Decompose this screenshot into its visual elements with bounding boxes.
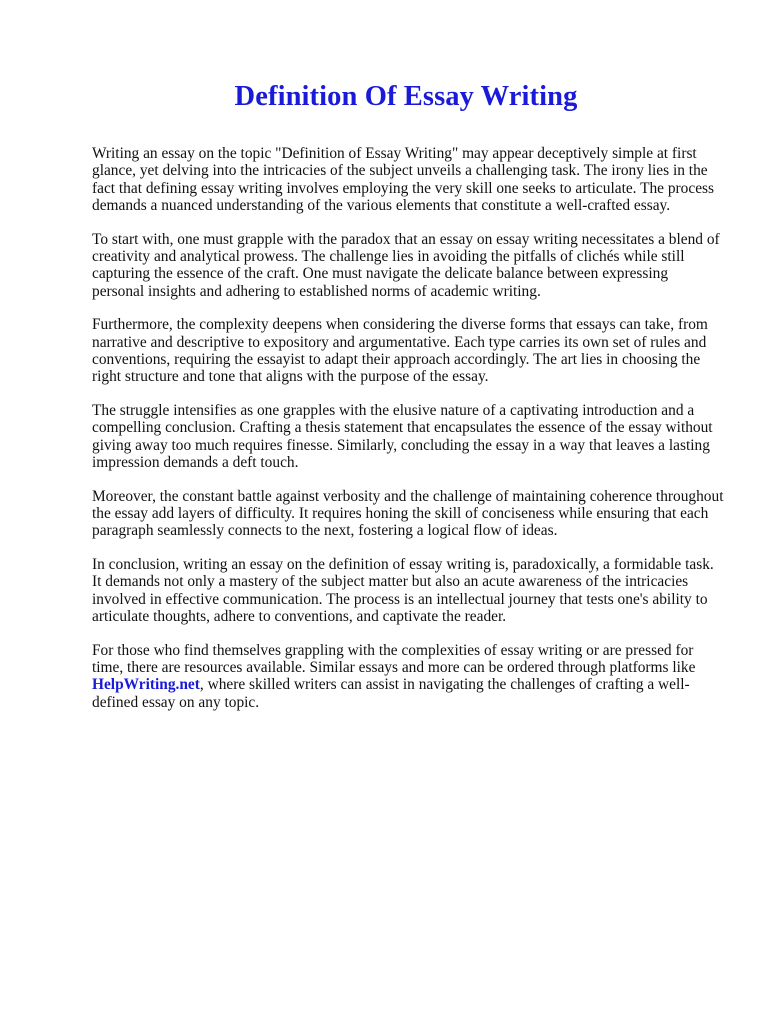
paragraph-5: Moreover, the constant battle against verbosity and the challenge of maintaining coherence throughout the essay add layers of difficulty. It requires honing the skill of conciseness while ensuring that each paragraph seamlessly connects to the next, fostering a logical flow of ideas. xyxy=(92,487,724,540)
paragraph-2: To start with, one must grapple with the paradox that an essay on essay writing necessitates a blend of creativity and analytical prowess. The challenge lies in avoiding the pitfalls of clichés while still capturing the essence of the craft. One must navigate the delicate balance between expressing personal insights and adhering to established norms of academic writing. xyxy=(92,230,720,300)
paragraph-3: Furthermore, the complexity deepens when considering the diverse forms that essays can take, from narrative and descriptive to expository and argumentative. Each type carries its own set of rules and conventions, requiring the essayist to adapt their approach accordingly. The art lies in choosing the right structure and tone that aligns with the purpose of the essay. xyxy=(92,316,708,386)
page-title: Definition Of Essay Writing xyxy=(234,81,578,112)
closing-paragraph xyxy=(92,642,724,711)
paragraph-6: In conclusion, writing an essay on the definition of essay writing is, paradoxically, a formidable task. It demands not only a mastery of the subject matter but also an acute awareness of the intricacies involved in effective communication. The process is an intellectual journey that tests one's ability to articulate thoughts, adhere to conventions, and captivate the reader. xyxy=(92,556,714,626)
helpwriting-link[interactable]: HelpWriting.net xyxy=(92,676,200,694)
paragraph-1: Writing an essay on the topic "Definition of Essay Writing" may appear deceptively simple at first glance, yet delving into the intricacies of the subject unveils a challenging task. The irony lies in the fact that defining essay writing involves employing the very skill one seeks to articulate. The process demands a nuanced understanding of the various elements that constitute a well-crafted essay. xyxy=(92,145,715,214)
closing-text-after-link: , where skilled writers can assist in navigating the challenges of crafting a well-defined essay on any topic. xyxy=(92,676,690,711)
paragraph-4: The struggle intensifies as one grapples with the elusive nature of a captivating introduction and a compelling conclusion. Crafting a thesis statement that encapsulates the essence of the essay without giving away too much requires finesse. Similarly, concluding the essay in a way that leaves a lasting impression demands a deft touch. xyxy=(92,402,713,471)
essay-body xyxy=(92,145,724,728)
closing-text-before-link: For those who find themselves grappling with the complexities of essay writing or are pressed for time, there are resources available. Similar essays and more can be ordered through platforms like xyxy=(92,641,696,677)
